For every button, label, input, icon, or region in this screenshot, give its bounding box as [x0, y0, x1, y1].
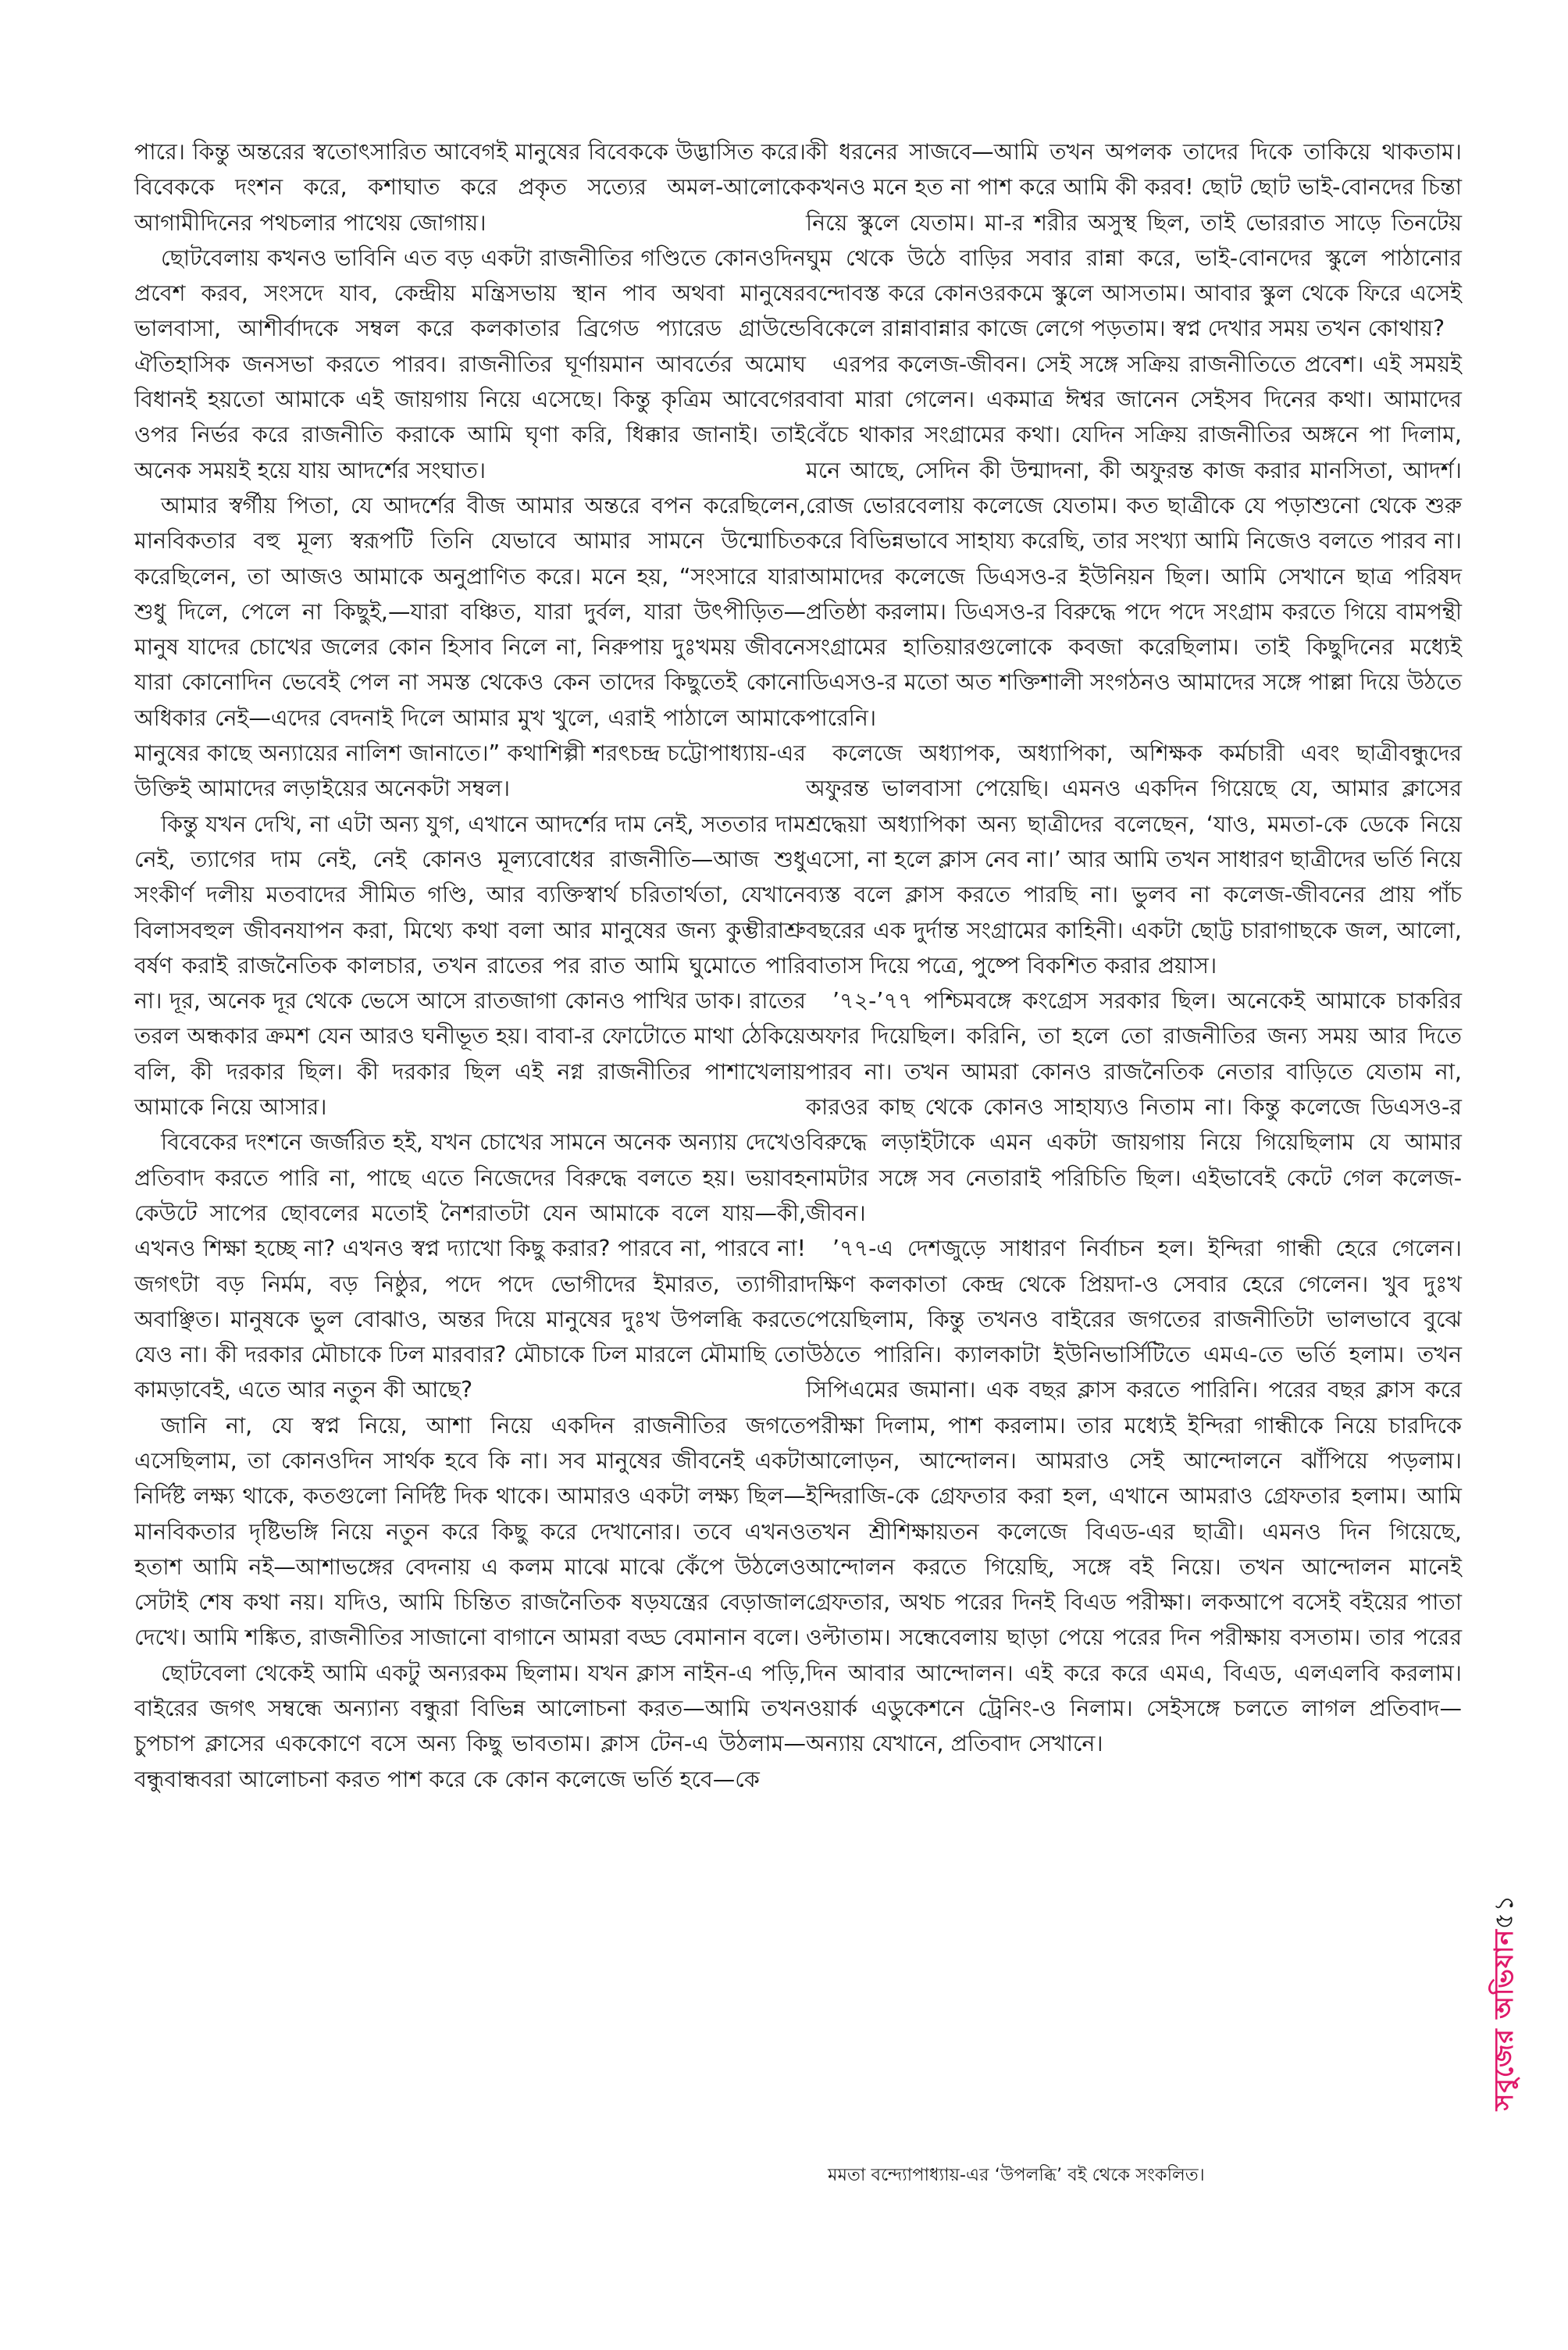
source-attribution: মমতা বন্দ্যোপাধ্যায়-এর ‘উপলব্ধি’ বই থেকে সংকলিত।	[828, 2165, 1205, 2185]
paragraph: ’৭২-’৭৭ পশ্চিমবঙ্গে কংগ্রেস সরকার ছিল। অনেকেই আমাকে চাকরির অফার দিয়েছিল। করিনি, তা হলে তো রাজনীতির জন্য সময় আর দিতে পারব না। তখন আমরা কোনও রাজনৈতিক নেতার বাড়িতে যেতাম না, কারওর কাছ থেকে কোনও সাহায্যও নিতাম না। কিন্তু কলেজে ডিএসও-র বিরুদ্ধে লড়াইটাকে এমন একটা জায়গায় নিয়ে গিয়েছিলাম যে আমার নামটার সঙ্গে সব নেতারাই পরিচিতি ছিল। এইভাবেই কেটে গেল কলেজ-জীবন।	[806, 988, 1462, 1226]
paragraph: জানি না, যে স্বপ্ন নিয়ে, আশা নিয়ে একদিন রাজনীতির জগতে এসেছিলাম, তা কোনওদিন সার্থক হবে কি না। সব মানুষের জীবনেই একটা নির্দিষ্ট লক্ষ্য থাকে, কতগুলো নির্দিষ্ট দিক থাকে। আমারও একটা লক্ষ্য ছিল—মানবিকতার দৃষ্টিভঙ্গি নিয়ে নতুন করে কিছু করে দেখানোর। তবে এখনও হতাশ আমি নই—আশাভঙ্গের বেদনায় এ কলম মাঝে মাঝে কেঁপে উঠলেও সেটাই শেষ কথা নয়। যদিও, আমি চিন্তিত রাজনৈতিক ষড়যন্ত্রের বেড়াজাল দেখে। আমি শঙ্কিত, রাজনীতির সাজানো বাগানে আমরা বড্ড বেমানান বলে।	[134, 1412, 806, 1651]
magazine-side-title	[1481, 1894, 1527, 2300]
paragraph: ’৭৭-এ দেশজুড়ে সাধারণ নির্বাচন হল। ইন্দিরা গান্ধী হেরে গেলেন। দক্ষিণ কলকাতা কেন্দ্র থেকে প্রিয়দা-ও সেবার হেরে গেলেন। খুব দুঃখ পেয়েছিলাম, কিন্তু তখনও বাইরের জগতের রাজনীতিটা ভালভাবে বুঝে উঠতে পারিনি। ক্যালকাটা ইউনিভার্সিটিতে এমএ-তে ভর্তি হলাম। তখন সিপিএমের জমানা। এক বছর ক্লাস করতে পারিনি। পরের বছর ক্লাস করে পরীক্ষা দিলাম, পাশ করলাম। তার মধ্যেই ইন্দিরা গান্ধীকে নিয়ে চারদিকে আলোড়ন, আন্দোলন। আমরাও সেই আন্দোলনে ঝাঁপিয়ে পড়লাম। ইন্দিরাজি-কে গ্রেফতার করা হল, এখানে আমরাও গ্রেফতার হলাম। আমি তখন শ্রীশিক্ষায়তন কলেজে বিএড-এর ছাত্রী। এমনও দিন গিয়েছে, আন্দোলন করতে গিয়েছি, সঙ্গে বই নিয়ে। তখন আন্দোলন মানেই গ্রেফতার, অথচ পরের দিনই বিএড পরীক্ষা। লকআপে বসেই বইয়ের পাতা ওল্টাতাম। সন্ধেবেলায় ছাড়া পেয়ে পরের দিন পরীক্ষায় বসতাম। তার পরের দিন আবার আন্দোলন। এই করে করে এমএ, বিএড, এলএলবি করলাম। ওয়ার্ক এডুকেশনে ট্রেনিং-ও নিলাম। সেইসঙ্গে চলতে লাগল প্রতিবাদ—অন্যায় যেখানে, প্রতিবাদ সেখানে।	[806, 1236, 1462, 1757]
right-column	[806, 134, 1462, 1762]
paragraph: বিবেকের দংশনে জর্জরিত হই, যখন চোখের সামনে অনেক অন্যায় দেখেও প্রতিবাদ করতে পারি না, পাছে এতে নিজেদের বিরুদ্ধে বলতে হয়। ভয়াবহ কেউটে সাপের ছোবলের মতোই নৈশরাতটা যেন আমাকে বলে যায়—কী, এখনও শিক্ষা হচ্ছে না? এখনও স্বপ্ন দ্যাখো কিছু করার? পারবে না, পারবে না! জগৎটা বড় নির্মম, বড় নিষ্ঠুর, পদে পদে ভোগীদের ইমারত, ত্যাগীরা অবাঞ্ছিত। মানুষকে ভুল বোঝাও, অন্তর দিয়ে মানুষের দুঃখ উপলব্ধি করতে যেও না। কী দরকার মৌচাকে ঢিল মারবার? মৌচাকে ঢিল মারলে মৌমাছি তো কামড়াবেই, এতে আর নতুন কী আছে?	[134, 1129, 806, 1403]
left-column	[134, 134, 806, 1797]
paragraph: এরপর কলেজ-জীবন। সেই সঙ্গে সক্রিয় রাজনীতিতে প্রবেশ। এই সময়ই বাবা মারা গেলেন। একমাত্র ঈশ্বর জানেন সেইসব দিনের কথা। আমাদের বেঁচে থাকার সংগ্রামের কথা। যেদিন সক্রিয় রাজনীতির অঙ্গনে পা দিলাম, মনে আছে, সেদিন কী উন্মাদনা, কী অফুরন্ত কাজ করার মানসিতা, আদর্শ। রোজ ভোরবেলায় কলেজে যেতাম। কত ছাত্রীকে যে পড়াশুনো থেকে শুরু করে বিভিন্নভাবে সাহায্য করেছি, তার সংখ্যা আমি নিজেও বলতে পারব না। আমাদের কলেজে ডিএসও-র ইউনিয়ন ছিল। আমি সেখানে ছাত্র পরিষদ প্রতিষ্ঠা করলাম। ডিএসও-র বিরুদ্ধে পদে পদে সংগ্রাম করতে গিয়ে বামপন্থী সংগ্রামের হাতিয়ারগুলোকে কবজা করেছিলাম। তাই কিছুদিনের মধ্যেই ডিএসও-র মতো অত শক্তিশালী সংগঠনও আমাদের সঙ্গে পাল্লা দিয়ে উঠতে পারেনি।	[806, 351, 1462, 731]
paragraph: কিন্তু যখন দেখি, না এটা অন্য যুগ, এখানে আদর্শের দাম নেই, সততার দাম নেই, ত্যাগের দাম নেই, নেই কোনও মূল্যবোধের রাজনীতি—আজ শুধু সংকীর্ণ দলীয় মতবাদের সীমিত গণ্ডি, আর ব্যক্তিস্বার্থ চরিতার্থতা, যেখানে বিলাসবহুল জীবনযাপন করা, মিথ্যে কথা বলা আর মানুষের জন্য কুম্ভীরাশ্রু বর্ষণ করাই রাজনৈতিক কালচার, তখন রাতের পর রাত আমি ঘুমোতে পারি না। দূর, অনেক দূর থেকে ভেসে আসে রাতজাগা কোনও পাখির ডাক। রাতের তরল অন্ধকার ক্রমশ যেন আরও ঘনীভূত হয়। বাবা-র ফোটোতে মাথা ঠেকিয়ে বলি, কী দরকার ছিল। কী দরকার ছিল এই নগ্ন রাজনীতির পাশাখেলায় আমাকে নিয়ে আসার।	[134, 811, 806, 1121]
page-number: ৫১	[1488, 1894, 1519, 1929]
paragraph: কলেজে অধ্যাপক, অধ্যাপিকা, অশিক্ষক কর্মচারী এবং ছাত্রীবন্ধুদের অফুরন্ত ভালবাসা পেয়েছি। এমনও একদিন গিয়েছে যে, আমার ক্লাসের শ্রদ্ধেয়া অধ্যাপিকা অন্য ছাত্রীদের বলেছেন, ‘যাও, মমতা-কে ডেকে নিয়ে এসো, না হলে ক্লাস নেব না।’ আর আমি তখন সাধারণ ছাত্রীদের ভর্তি নিয়ে ব্যস্ত বলে ক্লাস করতে পারছি না। ভুলব না কলেজ-জীবনের প্রায় পাঁচ বছরের এক দুর্দান্ত সংগ্রামের কাহিনী। একটা ছোট্ট চারাগাছকে জল, আলো, বাতাস দিয়ে পত্রে, পুষ্পে বিকশিত করার প্রয়াস।	[806, 740, 1462, 979]
paragraph: কী ধরনের সাজবে—আমি তখন অপলক তাদের দিকে তাকিয়ে থাকতাম। কখনও মনে হত না পাশ করে আমি কী করব! ছোট ছোট ভাই-বোনদের চিন্তা নিয়ে স্কুলে যেতাম। মা-র শরীর অসুস্থ ছিল, তাই ভোররাত সাড়ে তিনটেয় ঘুম থেকে উঠে বাড়ির সবার রান্না করে, ভাই-বোনদের স্কুলে পাঠানোর বন্দোবস্ত করে কোনওরকমে স্কুলে আসতাম। আবার স্কুল থেকে ফিরে এসেই বিকেলে রান্নাবান্নার কাজে লেগে পড়তাম। স্বপ্ন দেখার সময় তখন কোথায়?	[806, 139, 1462, 342]
paragraph: ছোটবেলায় কখনও ভাবিনি এত বড় একটা রাজনীতির গণ্ডিতে কোনওদিন প্রবেশ করব, সংসদে যাব, কেন্দ্রীয় মন্ত্রিসভায় স্থান পাব অথবা মানুষের ভালবাসা, আশীর্বাদকে সম্বল করে কলকাতার ব্রিগেড প্যারেড গ্রাউন্ডে ঐতিহাসিক জনসভা করতে পারব। রাজনীতির ঘূর্ণায়মান আবর্তের অমোঘ বিধানই হয়তো আমাকে এই জায়গায় নিয়ে এসেছে। কিন্তু কৃত্রিম আবেগের ওপর নির্ভর করে রাজনীতি করাকে আমি ঘৃণা করি, ধিক্কার জানাই। তাই অনেক সময়ই হয়ে যায় আদর্শের সংঘাত।	[134, 244, 806, 483]
paragraph: আমার স্বর্গীয় পিতা, যে আদর্শের বীজ আমার অন্তরে বপন করেছিলেন, মানবিকতার বহু মূল্য স্বরূপটি তিনি যেভাবে আমার সামনে উন্মোচিত করেছিলেন, তা আজও আমাকে অনুপ্রাণিত করে। মনে হয়, “সংসারে যারা শুধু দিলে, পেলে না কিছুই,—যারা বঞ্চিত, যারা দুর্বল, যারা উৎপীড়িত—মানুষ যাদের চোখের জলের কোন হিসাব নিলে না, নিরুপায় দুঃখময় জীবনে যারা কোনোদিন ভেবেই পেল না সমস্ত থেকেও কেন তাদের কিছুতেই কোনো অধিকার নেই—এদের বেদনাই দিলে আমার মুখ খুলে, এরাই পাঠালে আমাকে মানুষের কাছে অন্যায়ের নালিশ জানাতে।” কথাশিল্পী শরৎচন্দ্র চট্টোপাধ্যায়-এর উক্তিই আমাদের লড়াইয়ের অনেকটা সম্বল।	[134, 492, 806, 802]
magazine-name: সবুজের অভিযান	[1488, 1928, 1519, 2111]
paragraph: ছোটবেলা থেকেই আমি একটু অন্যরকম ছিলাম। যখন ক্লাস নাইন-এ পড়ি, বাইরের জগৎ সম্বন্ধে অন্যান্য বন্ধুরা বিভিন্ন আলোচনা করত—আমি তখন চুপচাপ ক্লাসের এককোণে বসে অন্য কিছু ভাবতাম। ক্লাস টেন-এ উঠলাম—বন্ধুবান্ধবরা আলোচনা করত পাশ করে কে কোন কলেজে ভর্তি হবে—কে	[134, 1660, 806, 1792]
paragraph: পারে। কিন্তু অন্তরের স্বতোৎসারিত আবেগই মানুষের বিবেককে উদ্ভাসিত করে। বিবেককে দংশন করে, কশাঘাত করে প্রকৃত সত্যের অমল-আলোকে আগামীদিনের পথচলার পাথেয় জোগায়।	[134, 139, 806, 236]
